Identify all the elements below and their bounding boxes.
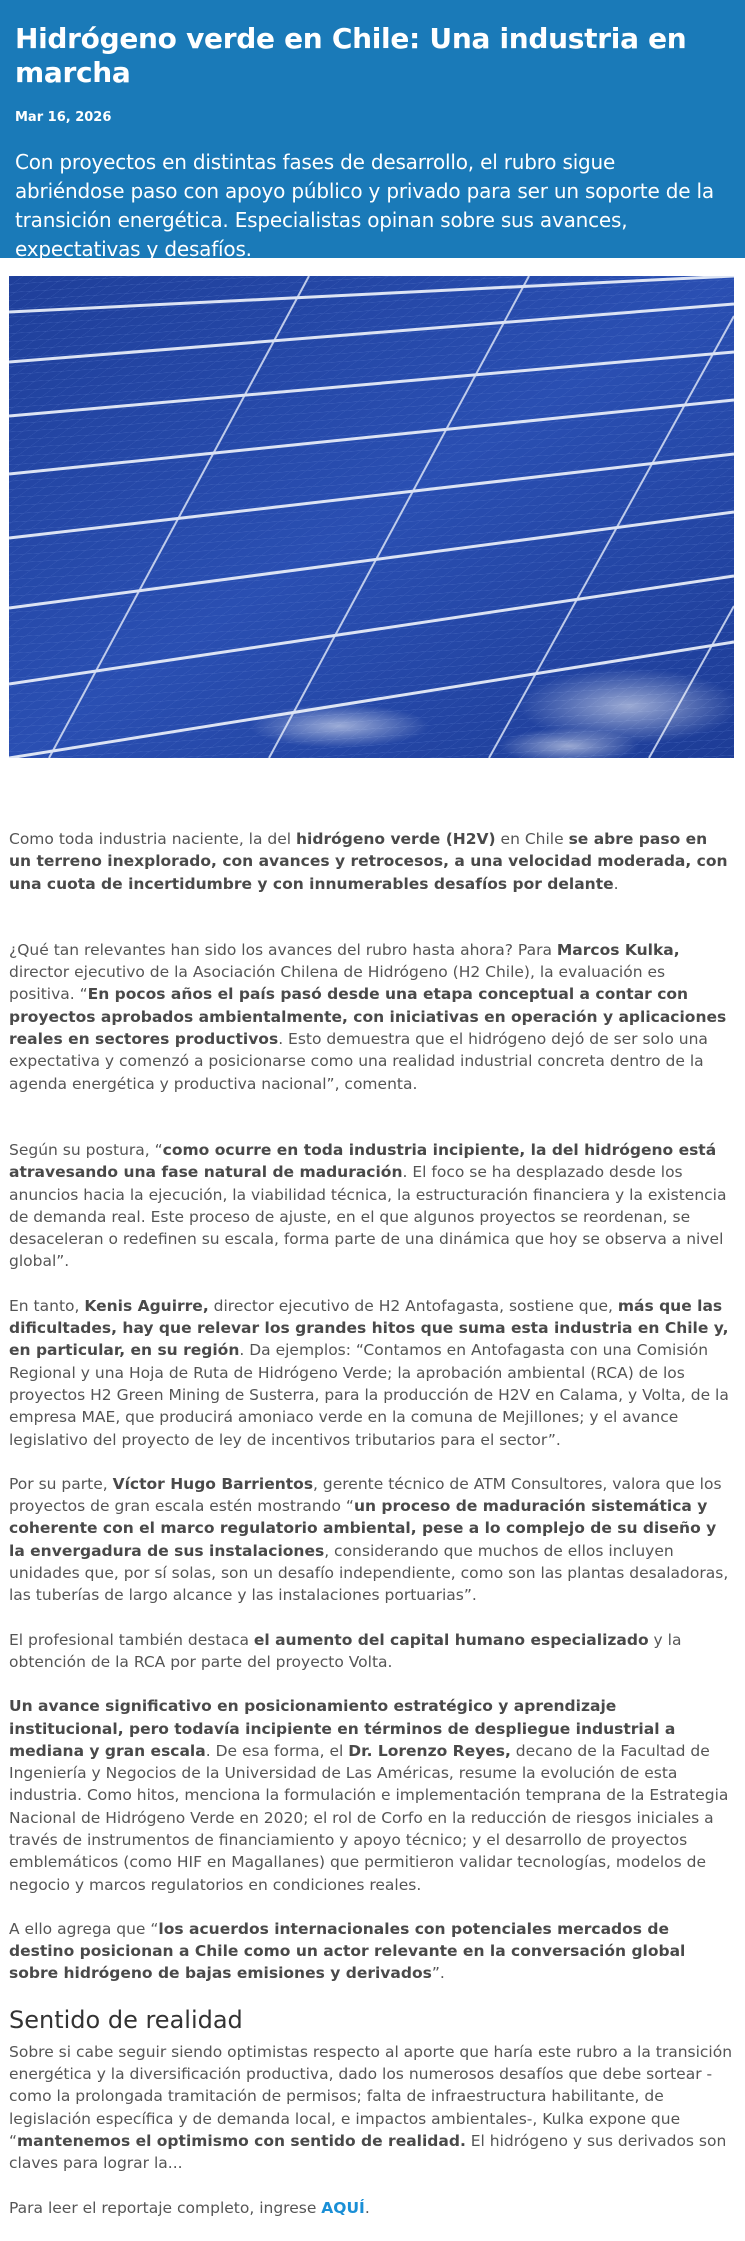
section-title: Sentido de realidad: [9, 2005, 243, 2034]
paragraph-acuerdos: A ello agrega que “los acuerdos internacionales con potenciales mercados de destino posicionan a Chile como un actor relevante en la conversación global sobre hidrógeno de bajas emisiones y derivados”.: [9, 1919, 686, 1983]
paragraph-reyes: Un avance significativo en posicionamiento estratégico y aprendizaje institucional, pero todavía incipiente en términos de despliegue industrial a mediana y gran escala. De esa forma, el Dr. Lorenzo Reyes, decano de la Facultad de Ingeniería y Negocios de la Universidad de Las Américas, resume la evolución de esta industria. Como hitos, menciona la formulación e implementación temprana de la Estrategia Nacional de Hidrógeno Verde en 2020; el rol de Corfo en la reducción de riesgos iniciales a través de instrumentos de financiamiento y apoyo técnico; y el desarrollo de proyectos emblemáticos (como HIF en Magallanes) que permitieron validar tecnologías, modelos de negocio y marcos regulatorios en condiciones reales.: [9, 1697, 729, 1894]
article-lead: Con proyectos en distintas fases de desarrollo, el rubro sigue abriéndose paso con apoyo público y privado para ser un soporte de la transición energética. Especialistas opinan sobre sus avances, expectativas y desafíos.: [15, 150, 714, 261]
paragraph-optimismo: Sobre si cabe seguir siendo optimistas respecto al aporte que haría este rubro a la transición energética y la diversificación productiva, dado los numerosos desafíos que debe sortear -como la prolongada tramitación de permisos; falta de infraestructura habilitante, de legislación específica y de demanda local, e impactos ambientales-, Kulka expone que “mantenemos el optimismo con sentido de realidad. El hidrógeno y sus derivados son claves para lograr la...: [9, 2042, 733, 2173]
hero-image: [9, 276, 734, 758]
article-body: [9, 828, 734, 2241]
paragraph-capital-humano: El profesional también destaca el aumento del capital humano especializado y la obtención de la RCA por parte del proyecto Volta.: [9, 1630, 682, 1671]
paragraph-aguirre: En tanto, Kenis Aguirre, director ejecutivo de H2 Antofagasta, sostiene que, más que las dificultades, hay que relevar los grandes hitos que suma esta industria en Chile y, en particular, en su región. Da ejemplos: “Contamos en Antofagasta con una Comisión Regional y una Hoja de Ruta de Hidrógeno Verde; la aprobación ambiental (RCA) de los proyectos H2 Green Mining de Susterra, para la producción de H2V en Calama, y Volta, de la empresa MAE, que producirá amoniaco verde en la comuna de Mejillones; y el avance legislativo del proyecto de ley de incentivos tributarios para el sector”.: [9, 1296, 729, 1449]
solar-panels-photo-icon: [9, 276, 734, 758]
paragraph-intro: Como toda industria naciente, la del hidrógeno verde (H2V) en Chile se abre paso en un terreno inexplorado, con avances y retrocesos, a una velocidad moderada, con una cuota de incertidumbre y con innumerables desafíos por delante.: [9, 830, 728, 893]
paragraph-read-more: Para leer el reportaje completo, ingrese AQUÍ.: [9, 2198, 370, 2217]
article-date: Mar 16, 2026: [15, 110, 112, 125]
article-header: [0, 0, 745, 261]
paragraph-barrientos: Por su parte, Víctor Hugo Barrientos, gerente técnico de ATM Consultores, valora que los proyectos de gran escala estén mostrando “un proceso de maduración sistemática y coherente con el marco regulatorio ambiental, pese a lo complejo de su diseño y la envergadura de sus instalaciones, considerando que muchos de ellos incluyen unidades que, por sí solas, son un desafío independiente, como son las plantas desaladoras, las tuberías de largo alcance y las instalaciones portuarias”.: [9, 1474, 729, 1605]
read-more-link[interactable]: AQUÍ: [321, 2198, 365, 2217]
paragraph-maduracion: Según su postura, “como ocurre en toda industria incipiente, la del hidrógeno está atravesando una fase natural de maduración. El foco se ha desplazado desde los anuncios hacia la ejecución, la viabilidad técnica, la estructuración financiera y la existencia de demanda real. Este proceso de ajuste, en el que algunos proyectos se reordenan, se desaceleran o redefinen su escala, forma parte de una dinámica que hoy se observa a nivel global”.: [9, 1140, 727, 1271]
article-title: Hidrógeno verde en Chile: Una industria en marcha: [15, 22, 687, 89]
paragraph-kulka: ¿Qué tan relevantes han sido los avances del rubro hasta ahora? Para Marcos Kulka, director ejecutivo de la Asociación Chilena de Hidrógeno (H2 Chile), la evaluación es positiva. “En pocos años el país pasó desde una etapa conceptual a contar con proyectos aprobados ambientalmente, con iniciativas en operación y aplicaciones reales en sectores productivos. Esto demuestra que el hidrógeno dejó de ser solo una expectativa y comenzó a posicionarse como una realidad industrial concreta dentro de la agenda energética y productiva nacional”, comenta.: [9, 940, 727, 1093]
